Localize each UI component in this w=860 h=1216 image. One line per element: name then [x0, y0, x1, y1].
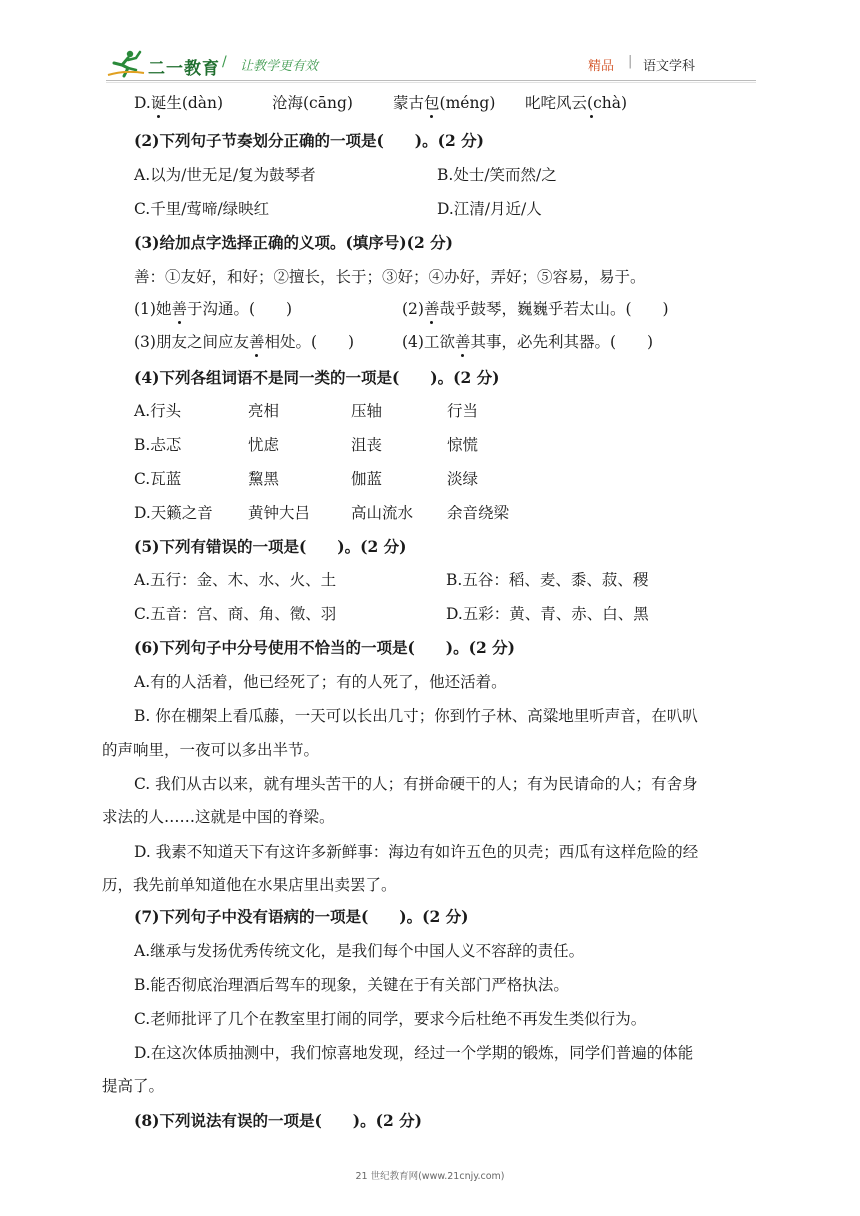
- q4-d-4: 余音绕梁: [447, 504, 510, 522]
- q4-b-3: 沮丧: [351, 436, 383, 454]
- q4-b-1: B.忐忑: [134, 436, 182, 454]
- q4-c-4: 淡绿: [447, 470, 479, 488]
- q4-stem: (4)下列各组词语不是同一类的一项是( )。(2 分): [134, 368, 500, 387]
- q6-option-b-line2: 的声响里，一夜可以多出半节。: [102, 741, 320, 759]
- brand-slogan: 让教学更有效: [240, 59, 319, 74]
- q3-sentence-4: (4)工欲善其事，必先利其器。( ): [402, 333, 654, 351]
- q4-b-2: 忧虑: [248, 436, 280, 454]
- q6-option-c-line2: 求法的人……这就是中国的脊梁。: [102, 808, 335, 826]
- q2-option-d: D.江清/月近/人: [437, 200, 542, 218]
- q5-option-d: D.五彩：黄、青、赤、白、黑: [446, 605, 649, 623]
- q7-option-d-line2: 提高了。: [102, 1077, 165, 1095]
- q7-stem: (7)下列句子中没有语病的一项是( )。(2 分): [134, 907, 469, 926]
- q7-option-c: C.老师批评了几个在教室里打闹的同学，要求今后杜绝不再发生类似行为。: [134, 1010, 647, 1028]
- q2-option-b: B.处士/笑而然/之: [437, 166, 557, 184]
- q4-c-2: 黧黑: [248, 470, 280, 488]
- q2-option-c: C.千里/莺啼/绿映红: [134, 200, 270, 218]
- q6-option-d-line2: 历，我先前单知道他在水果店里出卖罢了。: [102, 876, 397, 894]
- q4-d-1: D.天籁之音: [134, 504, 213, 522]
- q2-stem: (2)下列句子节奏划分正确的一项是( )。(2 分): [134, 131, 484, 150]
- q4-a-4: 行当: [447, 402, 479, 420]
- q3-sentence-1: (1)她善于沟通。( ): [134, 300, 293, 318]
- q1-option-d: D.诞生(dàn): [134, 94, 224, 112]
- q7-option-b: B.能否彻底治理酒后驾车的现象，关键在于有关部门严格执法。: [134, 976, 569, 994]
- q5-stem: (5)下列有错误的一项是( )。(2 分): [134, 537, 407, 556]
- header-rule-light: [106, 82, 756, 83]
- q4-a-3: 压轴: [351, 402, 383, 420]
- q7-option-d-line1: D.在这次体质抽测中，我们惊喜地发现，经过一个学期的锻炼，同学们普遍的体能: [134, 1044, 694, 1062]
- quality-label: 精品: [588, 59, 615, 74]
- q1-option-d-word4: 叱咤风云(chà): [525, 94, 628, 112]
- q4-d-3: 高山流水: [351, 504, 414, 522]
- q5-option-c: C.五音：宫、商、角、徵、羽: [134, 605, 337, 623]
- q3-stem: (3)给加点字选择正确的义项。(填序号)(2 分): [134, 233, 453, 252]
- q6-option-a: A.有的人活着，他已经死了；有的人死了，他还活着。: [134, 673, 507, 691]
- header-rule: [106, 80, 756, 81]
- header-separator: |: [628, 54, 633, 69]
- q6-stem: (6)下列句子中分号使用不恰当的一项是( )。(2 分): [134, 638, 515, 657]
- subject-label: 语文学科: [643, 59, 696, 74]
- q1-option-d-word2: 沧海(cāng): [272, 94, 353, 112]
- q6-option-b-line1: B. 你在棚架上看瓜藤，一天可以长出几寸；你到竹子林、高粱地里听声音，在叭叭: [134, 707, 698, 725]
- q2-option-a: A.以为/世无足/复为鼓琴者: [134, 166, 316, 184]
- page-footer: 21 世纪教育网(www.21cnjy.com): [355, 1171, 505, 1182]
- q1-option-d-word3: 蒙古包(méng): [393, 94, 496, 112]
- q4-c-1: C.瓦蓝: [134, 470, 182, 488]
- q8-stem: (8)下列说法有误的一项是( )。(2 分): [134, 1111, 422, 1130]
- q7-option-a: A.继承与发扬优秀传统文化，是我们每个中国人义不容辞的责任。: [134, 942, 585, 960]
- q4-a-2: 亮相: [248, 402, 280, 420]
- header-divider: /: [222, 54, 227, 70]
- q5-option-a: A.五行：金、木、水、火、土: [134, 571, 337, 589]
- brand-name: 二一教育: [148, 59, 220, 79]
- q5-option-b: B.五谷：稻、麦、黍、菽、稷: [446, 571, 649, 589]
- q4-a-1: A.行头: [134, 402, 182, 420]
- page-header: [0, 0, 860, 88]
- q4-d-2: 黄钟大吕: [248, 504, 311, 522]
- q4-b-4: 惊慌: [447, 436, 479, 454]
- q4-c-3: 伽蓝: [351, 470, 383, 488]
- q3-sentence-3: (3)朋友之间应友善相处。( ): [134, 333, 355, 351]
- q6-option-d-line1: D. 我素不知道天下有这许多新鲜事：海边有如许五色的贝壳；西瓜有这样危险的经: [134, 843, 699, 861]
- q6-option-c-line1: C. 我们从古以来，就有埋头苦干的人；有拼命硬干的人；有为民请命的人；有舍身: [134, 775, 698, 793]
- runner-logo-icon: [106, 48, 146, 78]
- q3-meanings: 善：①友好，和好；②擅长，长于；③好；④办好，弄好；⑤容易，易于。: [134, 268, 646, 286]
- q3-sentence-2: (2)善哉乎鼓琴，巍巍乎若太山。( ): [402, 300, 669, 318]
